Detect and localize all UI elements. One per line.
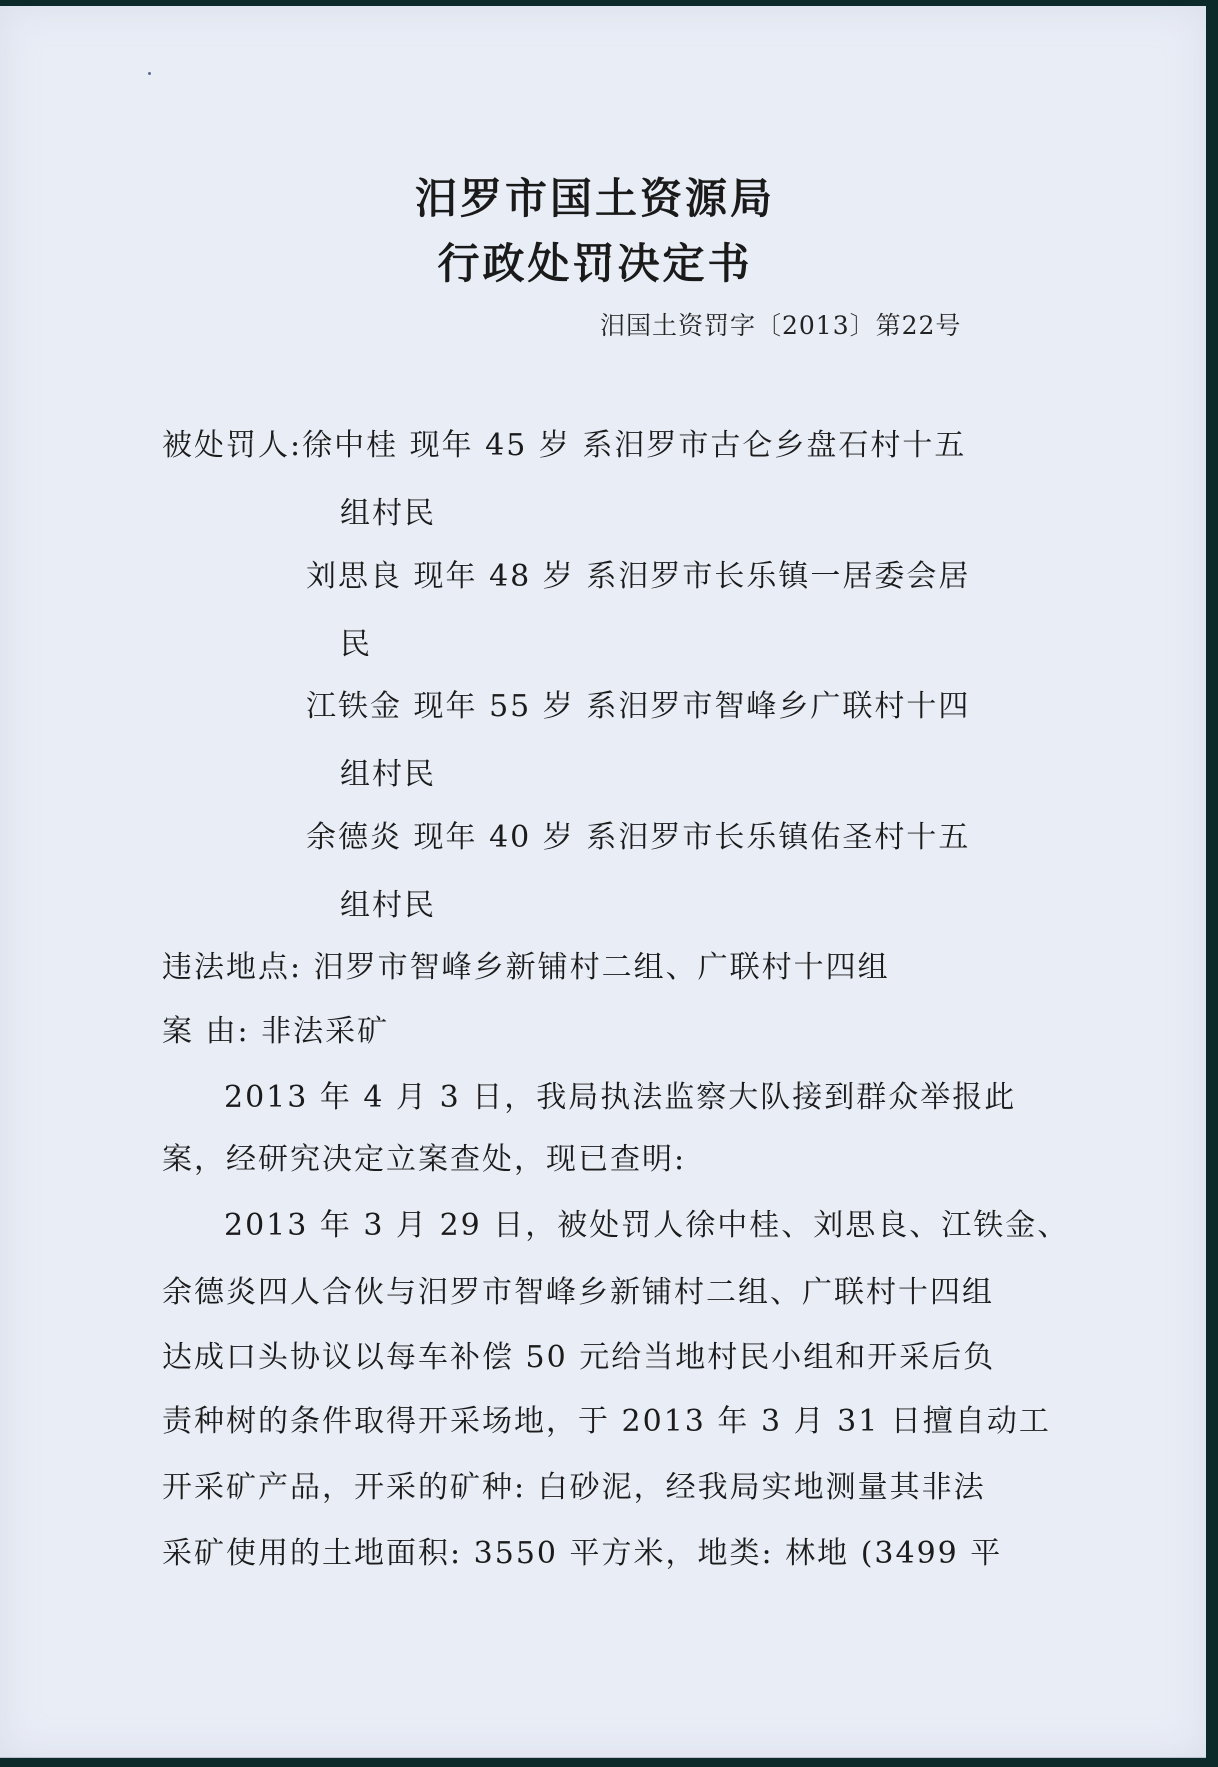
- document-title-line-2: 行政处罚决定书: [437, 239, 753, 288]
- party-3-line-1: 江铁金 现年 55 岁 系汨罗市智峰乡广联村十四: [306, 689, 971, 724]
- paragraph-2-line-6: 采矿使用的土地面积: 3550 平方米，地类: 林地 (3499 平: [162, 1536, 1003, 1571]
- party-4-line-1: 余德炎 现年 40 岁 系汨罗市长乐镇佑圣村十五: [306, 820, 971, 855]
- party-4-line-2: 组村民: [340, 888, 436, 923]
- party-3-line-2: 组村民: [340, 757, 436, 792]
- party-1-line-2: 组村民: [340, 496, 436, 531]
- paragraph-1-line-2: 案，经研究决定立案查处，现已查明:: [162, 1142, 687, 1177]
- violation-location: 违法地点: 汨罗市智峰乡新铺村二组、广联村十四组: [162, 950, 890, 985]
- document-number: 汨国土资罚字〔2013〕第22号: [600, 311, 962, 340]
- case-cause: 案 由: 非法采矿: [162, 1014, 390, 1049]
- document-title-line-1: 汨罗市国土资源局: [414, 174, 775, 223]
- paragraph-1-line-1: 2013 年 4 月 3 日，我局执法监察大队接到群众举报此: [224, 1080, 1017, 1115]
- party-1-line-1: 被处罚人:徐中桂 现年 45 岁 系汨罗市古仑乡盘石村十五: [162, 428, 967, 463]
- party-2-line-2: 民: [340, 627, 372, 662]
- paragraph-2-line-4: 责种树的条件取得开采场地，于 2013 年 3 月 31 日擅自动工: [162, 1404, 1051, 1439]
- page-bottom-edge: [0, 1757, 1206, 1758]
- paragraph-2-line-1: 2013 年 3 月 29 日，被处罚人徐中桂、刘思良、江铁金、: [224, 1208, 1070, 1243]
- party-2-line-1: 刘思良 现年 48 岁 系汨罗市长乐镇一居委会居: [306, 559, 971, 594]
- paragraph-2-line-5: 开采矿产品，开采的矿种: 白砂泥，经我局实地测量其非法: [162, 1470, 986, 1505]
- paragraph-2-line-2: 余德炎四人合伙与汨罗市智峰乡新铺村二组、广联村十四组: [162, 1275, 994, 1310]
- document-page: [0, 6, 1206, 1758]
- scan-speck: [148, 72, 151, 75]
- paragraph-2-line-3: 达成口头协议以每车补偿 50 元给当地村民小组和开采后负: [162, 1340, 996, 1375]
